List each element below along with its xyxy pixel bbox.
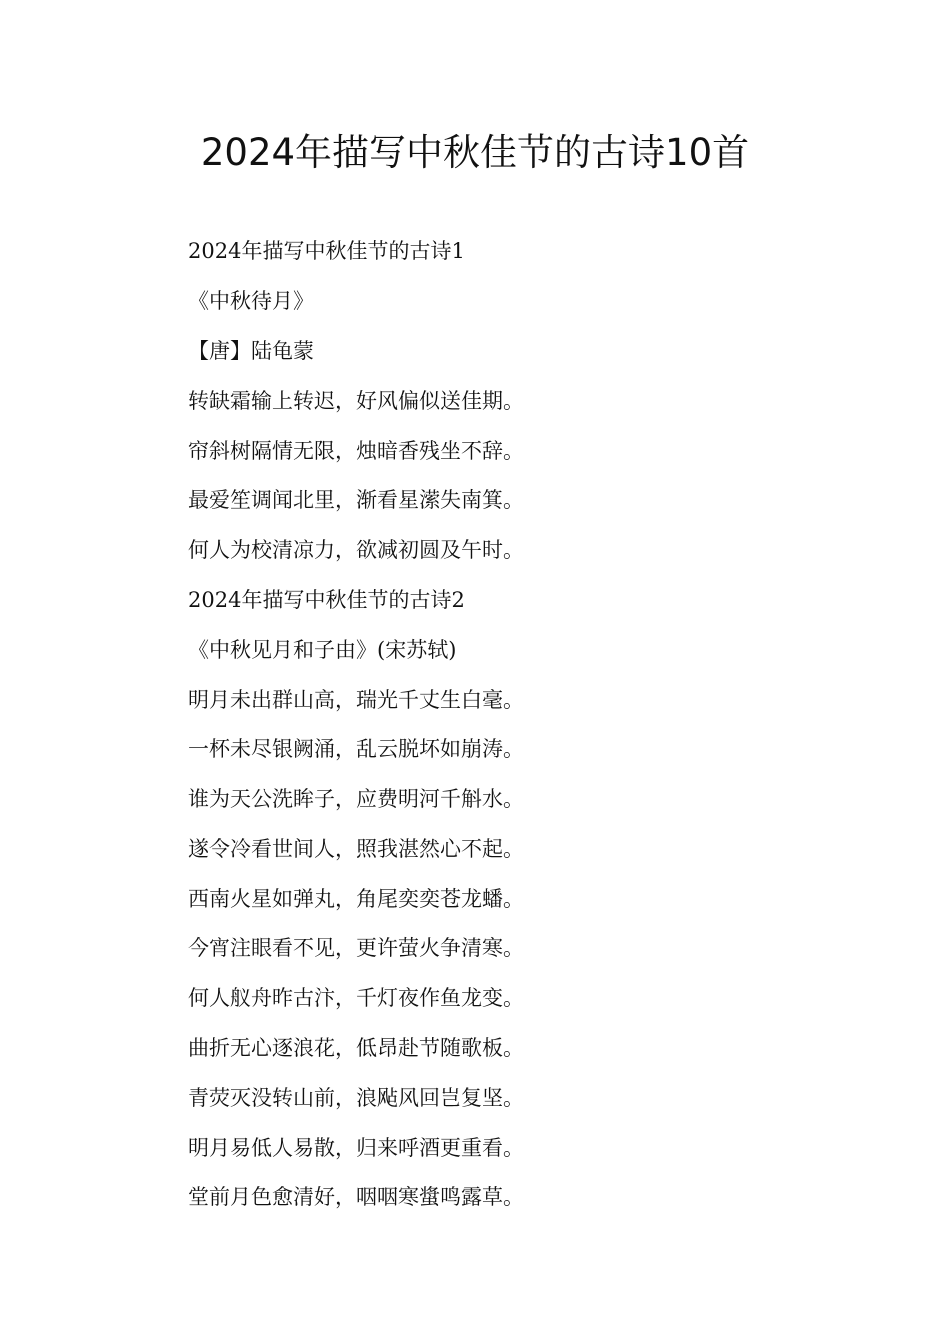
poem-line: 青荧灭没转山前，浪飐风回岂复坚。 xyxy=(188,1086,524,1110)
poem-line: 明月易低人易散，归来呼酒更重看。 xyxy=(188,1136,524,1160)
section-heading: 2024年描写中秋佳节的古诗1 xyxy=(188,239,465,263)
poem-title: 《中秋见月和子由》(宋苏轼) xyxy=(188,638,457,662)
poem-line: 何人为校清凉力，欲减初圆及午时。 xyxy=(188,538,524,562)
section-heading: 2024年描写中秋佳节的古诗2 xyxy=(188,588,465,612)
poem-author: 【唐】陆龟蒙 xyxy=(188,339,314,363)
poem-line: 遂令冷看世间人，照我湛然心不起。 xyxy=(188,837,524,861)
poem-line: 堂前月色愈清好，咽咽寒螀鸣露草。 xyxy=(188,1185,524,1209)
poem-line: 一杯未尽银阙涌，乱云脱坏如崩涛。 xyxy=(188,737,524,761)
poem-line: 曲折无心逐浪花，低昂赴节随歌板。 xyxy=(188,1036,524,1060)
poem-line: 转缺霜输上转迟，好风偏似送佳期。 xyxy=(188,389,524,413)
poem-line: 帘斜树隔情无限，烛暗香残坐不辞。 xyxy=(188,439,524,463)
poem-line: 何人舣舟昨古汴，千灯夜作鱼龙变。 xyxy=(188,986,524,1010)
poem-title: 《中秋待月》 xyxy=(188,289,314,313)
poem-line: 西南火星如弹丸，角尾奕奕苍龙蟠。 xyxy=(188,887,524,911)
document-title: 2024年描写中秋佳节的古诗10首 xyxy=(200,131,750,174)
poem-line: 谁为天公洗眸子，应费明河千斛水。 xyxy=(188,787,524,811)
poem-line: 明月未出群山高，瑞光千丈生白毫。 xyxy=(188,688,524,712)
poem-line: 最爱笙调闻北里，渐看星潆失南箕。 xyxy=(188,488,524,512)
poem-line: 今宵注眼看不见，更许萤火争清寒。 xyxy=(188,936,524,960)
